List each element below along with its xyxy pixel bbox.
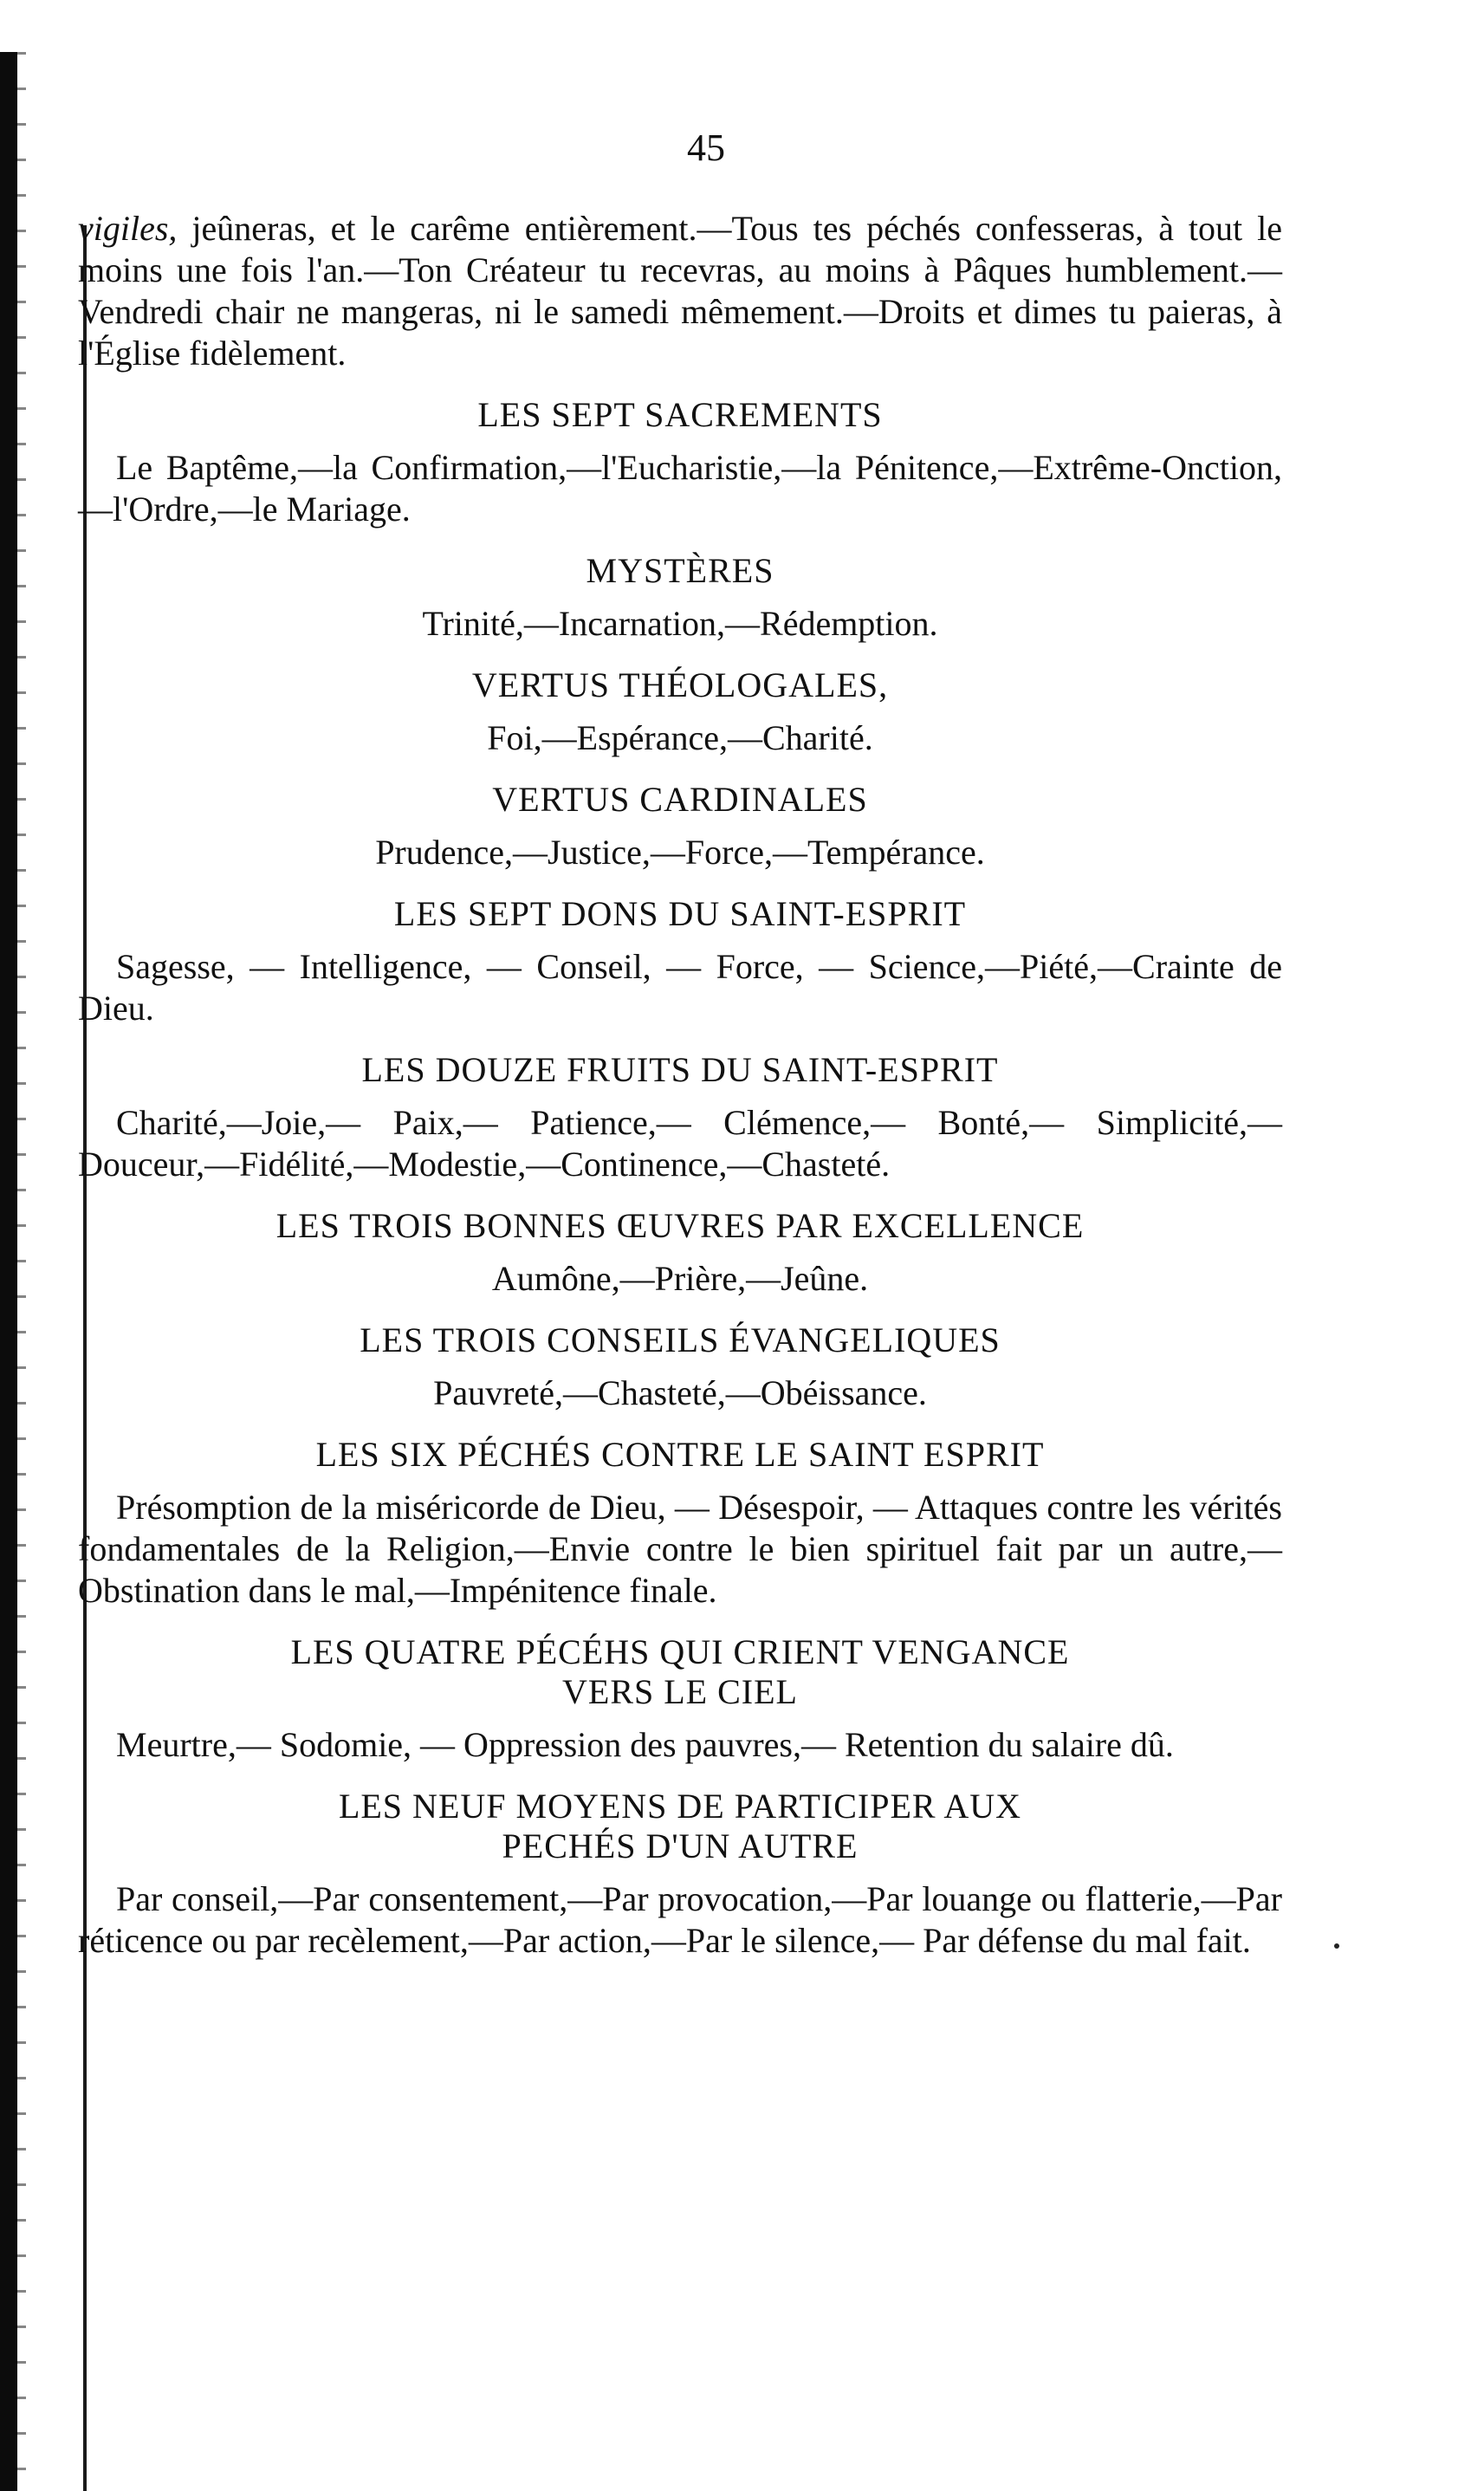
section-body: Prudence,—Justice,—Force,—Tempérance. bbox=[375, 833, 985, 872]
section-quatre-peches bbox=[78, 1632, 1282, 1766]
section-sacrements bbox=[78, 395, 1282, 530]
section-fruits bbox=[78, 1050, 1282, 1185]
section-body: Présomption de la miséricorde de Dieu, — Désespoir, — Attaques contre les vérités fondamentales de la Religion,—Envie contre le bien spirituel fait par un autre,—Obstination dans le mal,—Impénitence finale. bbox=[78, 1488, 1282, 1610]
section-heading: VERTUS CARDINALES bbox=[492, 780, 868, 819]
scan-edge-shadow bbox=[0, 52, 17, 2491]
section-body: Foi,—Espérance,—Charité. bbox=[487, 718, 873, 757]
section-heading: VERTUS THÉOLOGALES, bbox=[471, 665, 889, 704]
section-heading: LES TROIS CONSEILS ÉVANGELIQUES bbox=[360, 1320, 1001, 1359]
section-body: Trinité,—Incarnation,—Rédemption. bbox=[422, 604, 938, 643]
section-heading: LES DOUZE FRUITS DU SAINT-ESPRIT bbox=[361, 1050, 999, 1089]
section-dons bbox=[78, 894, 1282, 1029]
section-heading: LES QUATRE PÉCÉHS QUI CRIENT VENGANCE VERS LE CIEL bbox=[290, 1632, 1070, 1711]
section-vertus-theologales bbox=[78, 665, 1282, 759]
section-heading: LES TROIS BONNES ŒUVRES PAR EXCELLENCE bbox=[275, 1206, 1085, 1245]
section-mysteres bbox=[78, 551, 1282, 645]
scan-edge-noise bbox=[17, 52, 26, 2491]
section-body: Aumône,—Prière,—Jeûne. bbox=[491, 1259, 869, 1298]
section-neuf-moyens bbox=[78, 1787, 1282, 1962]
section-heading: LES SEPT DONS DU SAINT-ESPRIT bbox=[393, 894, 967, 933]
section-heading: LES SIX PÉCHÉS CONTRE LE SAINT ESPRIT bbox=[315, 1435, 1045, 1474]
intro-lead-word: vigiles, bbox=[78, 209, 178, 248]
section-heading: LES SEPT SACREMENTS bbox=[477, 395, 883, 434]
section-conseils bbox=[78, 1320, 1282, 1414]
section-heading: MYSTÈRES bbox=[586, 551, 774, 590]
section-vertus-cardinales bbox=[78, 780, 1282, 873]
section-body: Le Baptême,—la Confirmation,—l'Eucharistie,—la Pénitence,—Extrême-Onction,—l'Ordre,—le Mariage. bbox=[78, 448, 1282, 529]
page-number: 45 bbox=[687, 126, 725, 169]
section-body: Pauvreté,—Chasteté,—Obéissance. bbox=[433, 1373, 927, 1412]
section-body: Meurtre,— Sodomie, — Oppression des pauvres,— Retention du salaire dû. bbox=[116, 1725, 1174, 1764]
intro-text: jeûneras, et le carême entièrement.—Tous tes péchés confesseras, à tout le moins une fois l'an.—Ton Créateur tu recevras, au moins à Pâques humblement.—Vendredi chair ne mangeras, ni le samedi mêmement.—Droits et dimes tu paieras, à l'Église fidèlement. bbox=[78, 209, 1282, 373]
section-body: Sagesse, — Intelligence, — Conseil, — Force, — Science,—Piété,—Crainte de Dieu. bbox=[78, 947, 1282, 1028]
intro-paragraph bbox=[78, 208, 1282, 374]
section-six-peches bbox=[78, 1435, 1282, 1612]
scan-speck bbox=[1334, 1943, 1339, 1949]
section-body: Charité,—Joie,— Paix,— Patience,— Clémence,— Bonté,— Simplicité,—Douceur,—Fidélité,—Modestie,—Continence,—Chasteté. bbox=[78, 1103, 1282, 1184]
section-bonnes-oeuvres bbox=[78, 1206, 1282, 1300]
section-body: Par conseil,—Par consentement,—Par provocation,—Par louange ou flatterie,—Par réticence ou par recèlement,—Par action,—Par le silence,— Par défense du mal fait. bbox=[78, 1879, 1282, 1960]
section-heading: LES NEUF MOYENS DE PARTICIPER AUX PECHÉS D'UN AUTRE bbox=[338, 1787, 1022, 1865]
page-content bbox=[78, 126, 1282, 1962]
